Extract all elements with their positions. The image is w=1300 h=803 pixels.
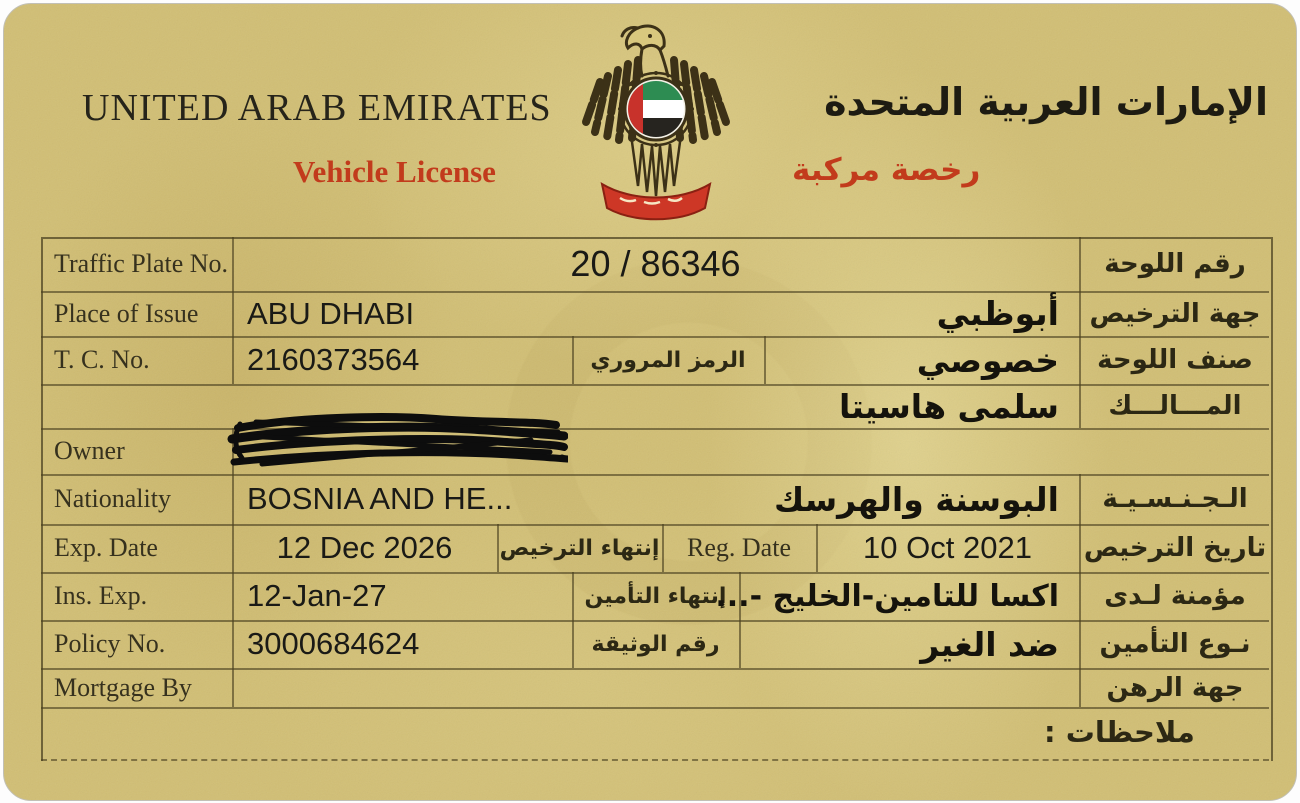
row-divider	[41, 668, 1269, 670]
tc-no-label: T. C. No.	[54, 345, 150, 374]
license-expiry-label-ar: إنتهاء الترخيص	[499, 535, 660, 561]
license-date-label-ar: تاريخ الترخيص	[1083, 533, 1267, 563]
row-divider	[41, 384, 1269, 386]
reg-date-label: Reg. Date	[687, 533, 791, 562]
nationality-value-ar: البوسنة والهرسك	[774, 479, 1059, 519]
tc-no-value: 2160373564	[247, 342, 420, 377]
row-divider	[41, 291, 1269, 293]
cell-divider	[739, 620, 741, 668]
owner-name-ar: سلمى هاسيتا	[839, 386, 1059, 426]
exp-date-value: 12 Dec 2026	[276, 530, 453, 565]
traffic-plate-label: Traffic Plate No.	[54, 249, 229, 278]
policy-number-label-ar: رقم الوثيقة	[591, 631, 720, 657]
policy-no-value: 3000684624	[247, 626, 420, 661]
insured-by-label-ar: مؤمنة لـدى	[1104, 581, 1246, 611]
insurance-type-value-ar: ضد الغير	[920, 624, 1059, 664]
cell-divider	[764, 336, 766, 384]
notes-label-ar: ملاحظات :	[1044, 715, 1195, 749]
arabic-label-column-divider	[1079, 474, 1081, 707]
owner-label: Owner	[54, 436, 125, 465]
reg-date-value: 10 Oct 2021	[863, 530, 1032, 565]
traffic-plate-value: 20 / 86346	[570, 243, 741, 284]
owner-label-ar: المـــالـــك	[1108, 391, 1242, 421]
license-title-ar: رخصة مركبة	[792, 152, 981, 188]
nationality-label: Nationality	[54, 484, 171, 513]
place-of-issue-value-ar: أبوظبي	[936, 294, 1059, 333]
ins-exp-value: 12-Jan-27	[247, 578, 387, 613]
arabic-label-column-divider	[1079, 237, 1081, 428]
notes-bottom-divider	[41, 759, 1269, 761]
country-name-en: UNITED ARAB EMIRATES	[82, 87, 552, 129]
redacted-owner-name-scribble	[226, 412, 568, 476]
plate-class-value-ar: خصوصي	[916, 340, 1059, 380]
mortgage-label-ar: جهة الرهن	[1106, 672, 1244, 703]
exp-date-label: Exp. Date	[54, 533, 158, 562]
country-name-ar: الإمارات العربية المتحدة	[824, 80, 1268, 124]
uae-falcon-emblem-icon	[576, 16, 736, 221]
place-of-issue-label: Place of Issue	[54, 298, 199, 328]
insurer-value-ar: اكسا للتامين-الخليج -...	[715, 578, 1059, 614]
place-of-issue-value: ABU DHABI	[247, 295, 415, 331]
plate-class-label-ar: صنف اللوحة	[1097, 345, 1253, 375]
nationality-value: BOSNIA AND HE...	[247, 481, 513, 516]
policy-no-label: Policy No.	[54, 629, 166, 658]
place-of-issue-label-ar: جهة الترخيص	[1089, 298, 1261, 329]
vehicle-license-card	[3, 3, 1297, 801]
nationality-label-ar: الـجـنـسـيـة	[1102, 484, 1248, 514]
ins-exp-label: Ins. Exp.	[54, 581, 148, 610]
insurance-expiry-label-ar: إنتهاء التأمين	[584, 583, 727, 609]
traffic-plate-label-ar: رقم اللوحة	[1104, 249, 1246, 279]
mortgage-by-label: Mortgage By	[54, 672, 192, 702]
traffic-code-label-ar: الرمز المروري	[590, 347, 746, 373]
insurance-type-label-ar: نـوع التأمين	[1099, 629, 1251, 659]
license-title-en: Vehicle License	[293, 154, 496, 189]
